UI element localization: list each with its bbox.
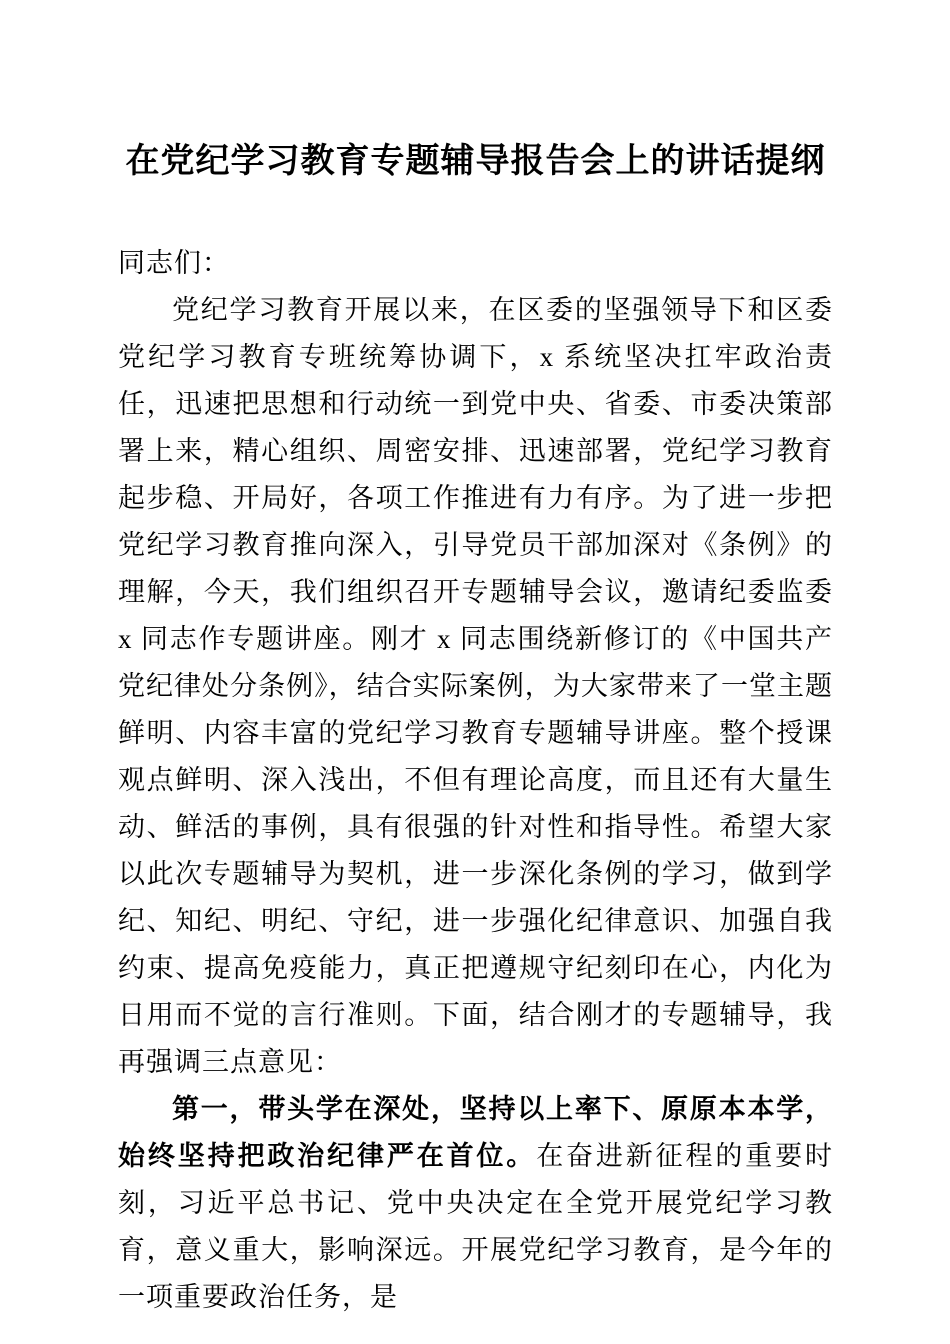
paragraph-point-one [118,1086,833,1321]
paragraph-opening: 党纪学习教育开展以来，在区委的坚强领导下和区委党纪学习教育专班统筹协调下，x 系统坚决扛牢政治责任，迅速把思想和行动统一到党中央、省委、市委决策部署上来，精心组织、周密安排、迅速部署，党纪学习教育起步稳、开局好，各项工作推进有力有序。为了进一步把党纪学习教育推向深入，引导党员干部加深对《条例》的理解，今天，我们组织召开专题辅导会议，邀请纪委监委 x 同志作专题讲座。刚才 x 同志围绕新修订的《中国共产党纪律处分条例》，结合实际案例，为大家带来了一堂主题鲜明、内容丰富的党纪学习教育专题辅导讲座。整个授课观点鲜明、深入浅出，不但有理论高度，而且还有大量生动、鲜活的事例，具有很强的针对性和指导性。希望大家以此次专题辅导为契机，进一步深化条例的学习，做到学纪、知纪、明纪、守纪，进一步强化纪律意识、加强自我约束、提高免疫能力，真正把遵规守纪刻印在心，内化为日用而不觉的言行准则。下面，结合刚才的专题辅导，我再强调三点意见： [118,295,833,1077]
salutation-line: 同志们： [118,248,230,278]
point-one-bold-lead: 第一，带头学在深处，坚持以上率下、原原本本学，始终坚持把政治纪律严在首位。 [118,1094,833,1171]
point-one-continuation: 在奋进新征程的重要时刻，习近平总书记、党中央决定在全党开展党纪学习教育，意义重大，影响深远。开展党纪学习教育，是今年的一项重要政治任务，是 [118,1141,834,1312]
document-title: 在党纪学习教育专题辅导报告会上的讲话提纲 [125,143,826,180]
